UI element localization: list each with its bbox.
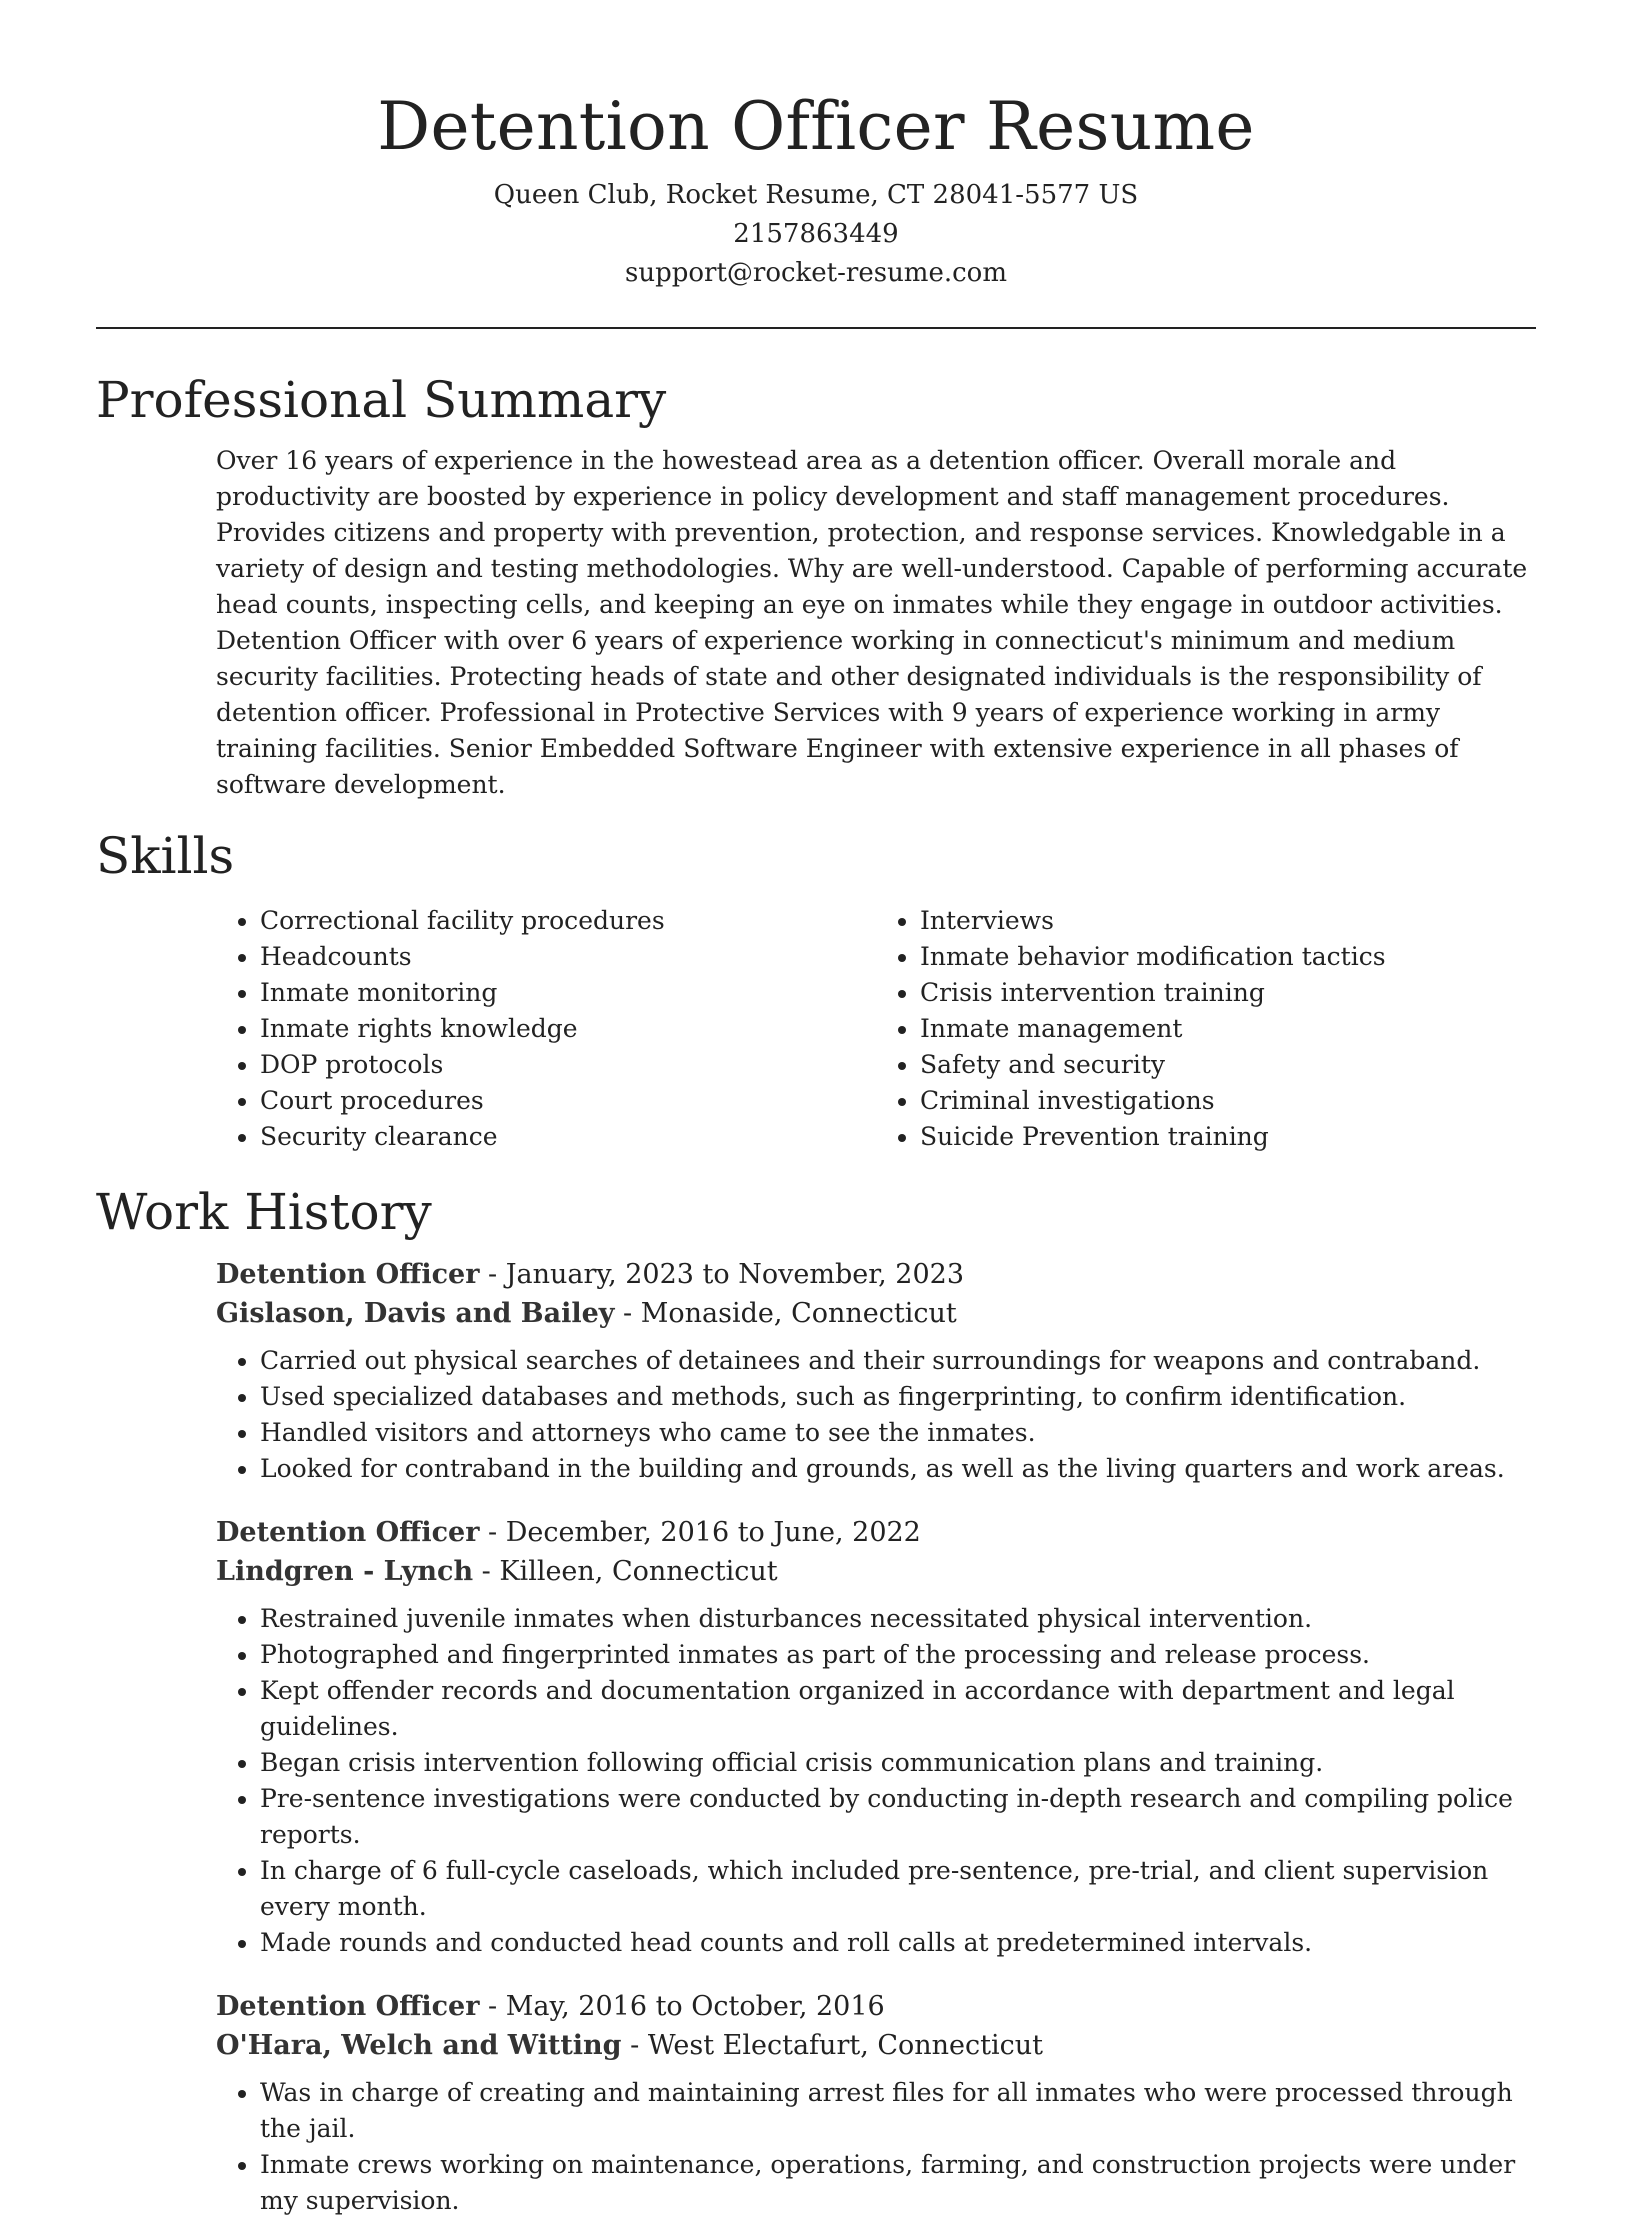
job-title-line bbox=[216, 1987, 1536, 2026]
job-dates: - December, 2016 to June, 2022 bbox=[479, 1517, 921, 1548]
job-company-line bbox=[216, 1294, 1536, 1333]
skills-column-right bbox=[876, 903, 1536, 1155]
job-title: Detention Officer bbox=[216, 1259, 480, 1290]
job-duty: • Made rounds and conducted head counts and roll calls at predetermined intervals. bbox=[260, 1925, 1536, 1961]
job-duty: • Carried out physical searches of detainees and their surroundings for weapons and contraband. bbox=[260, 1343, 1536, 1379]
resume-header bbox=[96, 0, 1536, 293]
skill-item: • Inmate behavior modification tactics bbox=[920, 939, 1536, 975]
skill-item: • Crisis intervention training bbox=[920, 975, 1536, 1011]
header-divider bbox=[96, 327, 1536, 329]
skill-item: • DOP protocols bbox=[260, 1047, 876, 1083]
job-company: O'Hara, Welch and Witting bbox=[216, 2030, 622, 2061]
job-duties bbox=[216, 2075, 1536, 2219]
job-duties bbox=[216, 1343, 1536, 1487]
summary-heading: Professional Summary bbox=[96, 371, 667, 429]
job-duty: • Pre-sentence investigations were conducted by conducting in-depth research and compiling police reports. bbox=[260, 1781, 1536, 1853]
job-duty: • Used specialized databases and methods, such as fingerprinting, to confirm identification. bbox=[260, 1379, 1536, 1415]
job-location: - West Electafurt, Connecticut bbox=[621, 2030, 1044, 2061]
skill-item: • Criminal investigations bbox=[920, 1083, 1536, 1119]
job-duty: • Restrained juvenile inmates when disturbances necessitated physical intervention. bbox=[260, 1601, 1536, 1637]
skill-item: • Headcounts bbox=[260, 939, 876, 975]
skill-item: • Safety and security bbox=[920, 1047, 1536, 1083]
resume-title: Detention Officer Resume bbox=[377, 88, 1255, 165]
skill-item: • Inmate rights knowledge bbox=[260, 1011, 876, 1047]
job-duty: • Was in charge of creating and maintaining arrest files for all inmates who were processed through the jail. bbox=[260, 2075, 1536, 2147]
job-duty: • Kept offender records and documentation organized in accordance with department and legal guidelines. bbox=[260, 1673, 1536, 1745]
job-location: - Monaside, Connecticut bbox=[614, 1298, 957, 1329]
job-entry bbox=[216, 1255, 1536, 1487]
skills-column-left bbox=[216, 903, 876, 1155]
job-location: - Killeen, Connecticut bbox=[473, 1556, 778, 1587]
skills-heading: Skills bbox=[96, 827, 235, 885]
work-history-heading: Work History bbox=[96, 1183, 432, 1241]
job-duty: • Photographed and fingerprinted inmates as part of the processing and release process. bbox=[260, 1637, 1536, 1673]
job-duty: • Looked for contraband in the building and grounds, as well as the living quarters and work areas. bbox=[260, 1451, 1536, 1487]
job-title: Detention Officer bbox=[216, 1517, 480, 1548]
job-title-line bbox=[216, 1255, 1536, 1294]
address: Queen Club, Rocket Resume, CT 28041-5577 US bbox=[493, 180, 1139, 210]
job-dates: - January, 2023 to November, 2023 bbox=[479, 1259, 965, 1290]
resume-page bbox=[96, 0, 1536, 2219]
job-duty: • Inmate crews working on maintenance, operations, farming, and construction projects were under my supervision. bbox=[260, 2147, 1536, 2219]
skill-item: • Inmate monitoring bbox=[260, 975, 876, 1011]
job-company-line bbox=[216, 1552, 1536, 1591]
job-title-line bbox=[216, 1513, 1536, 1552]
skill-item: • Suicide Prevention training bbox=[920, 1119, 1536, 1155]
skill-item: • Inmate management bbox=[920, 1011, 1536, 1047]
email-address: support@rocket-resume.com bbox=[624, 258, 1007, 288]
summary-text: Over 16 years of experience in the howestead area as a detention officer. Overall morale and productivity are boosted by experience in policy development and staff management procedures. Provides citizens and property with prevention, protection, and response services. Knowledgable in a variety of design and testing methodologies. Why are well-understood. Capable of performing accurate head counts, inspecting cells, and keeping an eye on inmates while they engage in outdoor activities. Detention Officer with over 6 years of experience working in connecticut's minimum and medium security facilities. Protecting heads of state and other designated individuals is the responsibility of detention officer. Professional in Protective Services with 9 years of experience working in army training facilities. Senior Embedded Software Engineer with extensive experience in all phases of software development. bbox=[216, 446, 1528, 799]
job-company: Lindgren - Lynch bbox=[216, 1556, 474, 1587]
job-duties bbox=[216, 1601, 1536, 1961]
job-company-line bbox=[216, 2026, 1536, 2065]
job-company: Gislason, Davis and Bailey bbox=[216, 1298, 615, 1329]
job-entry bbox=[216, 1513, 1536, 1961]
job-title: Detention Officer bbox=[216, 1991, 480, 2022]
phone-number: 2157863449 bbox=[733, 219, 899, 249]
job-dates: - May, 2016 to October, 2016 bbox=[479, 1991, 885, 2022]
skill-item: • Correctional facility procedures bbox=[260, 903, 876, 939]
skills-list bbox=[216, 903, 1536, 1155]
skill-item: • Security clearance bbox=[260, 1119, 876, 1155]
job-entry bbox=[216, 1987, 1536, 2219]
job-duty: • Handled visitors and attorneys who came to see the inmates. bbox=[260, 1415, 1536, 1451]
skill-item: • Interviews bbox=[920, 903, 1536, 939]
job-duty: • Began crisis intervention following official crisis communication plans and training. bbox=[260, 1745, 1536, 1781]
job-duty: • In charge of 6 full-cycle caseloads, which included pre-sentence, pre-trial, and client supervision every month. bbox=[260, 1853, 1536, 1925]
skill-item: • Court procedures bbox=[260, 1083, 876, 1119]
